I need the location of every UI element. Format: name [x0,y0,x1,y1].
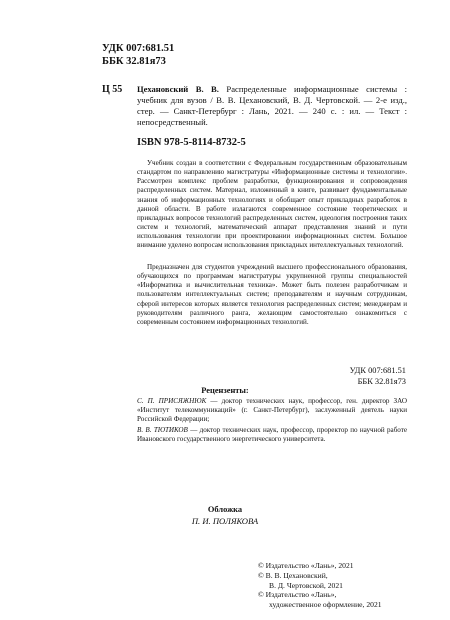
copyright-design [258,590,418,609]
cover-designer: П. И. ПОЛЯКОВА [191,516,259,526]
reviewer-2 [137,426,407,444]
reviewers-heading: Рецензенты: [201,386,249,395]
cover-heading: Обложка [207,505,243,514]
reviewer-1 [137,397,407,425]
abstract-paragraph-1: Учебник создан в соответствии с Федеральным государственным образовательным стандартом по направлению магистратуры «Информационные системы и технологии». Рассмотрен комплекс проблем разработки, функционирования и сопровождения распределенных систем. Материал, изложенный в книге, развивает фундаментальные знания об информационных технологиях и обобщает опыт прикладных разработок в данной области. В работе излагаются современное состояние теоретических и прикладных вопросов технологий распределенных систем, идеология построения таких систем и технологий, математический аппарат представления знаний и пути использования технологии при проектировании информационных систем. Большое внимание уделено вопросам использования прикладных интеллектуальных технологий. [137,159,407,250]
abstract-paragraph-2: Предназначен для студентов учреждений высшего профессионального образования, обучающихся по программам магистратуры укрупненной группы специальностей «Информатика и вычислительная техника». Может быть полезен разработчикам и пользователям интеллектуальных систем; преподавателям и научным сотрудникам, сферой интересов которых является технология распределенных систем; менеджерам и руководителям различного ранга, желающим самостоятельно ознакомиться с современным состоянием информационных технологий. [137,263,407,326]
bbk-code-top: ББК 32.81я73 [102,56,166,67]
reviewer-2-text: — доктор технических наук, профессор, проректор по научной работе Ивановского государственного энергетического университета. [137,426,408,444]
copyright-design-line-2: художественное оформление, 2021 [269,599,382,609]
copyright-design-line-1: © Издательство «Лань», [258,590,337,599]
reviewer-2-name: В. В. ТЮТИКОВ [137,426,188,434]
reviewer-1-name: С. П. ПРИСЯЖНЮК [137,397,207,405]
author-name: Цехановский В. В. [137,84,219,94]
isbn: ISBN 978-5-8114-8732-5 [137,137,246,148]
shelf-mark: Ц 55 [102,84,123,95]
bibliographic-record [137,84,407,128]
reviewer-1-text: — доктор технических наук, профессор, ген. директор ЗАО «Институт телекоммуникаций» (г. Санкт-Петербург), заслуженный деятель науки Российской Федерации; [137,397,407,424]
udc-code-top: УДК 007:681.51 [102,43,175,54]
bibliographic-description: Распределенные информационные системы : учебник для вузов / В. В. Цехановский, В. Д. Чертовской. — 2-е изд., стер. — Санкт-Петербург : Лань, 2021. — 240 с. : ил. — Текст : непосредственный. [137,84,407,127]
copyright-authors-line-1: © В. В. Цехановский, [258,571,328,580]
copyright-authors-line-2: В. Д. Чертовской, 2021 [269,580,343,590]
copyright-publisher: © Издательство «Лань», 2021 [258,561,354,570]
bbk-code-right: ББК 32.81я73 [357,377,406,386]
copyright-authors [258,571,418,590]
udc-code-right: УДК 007:681.51 [349,366,406,375]
